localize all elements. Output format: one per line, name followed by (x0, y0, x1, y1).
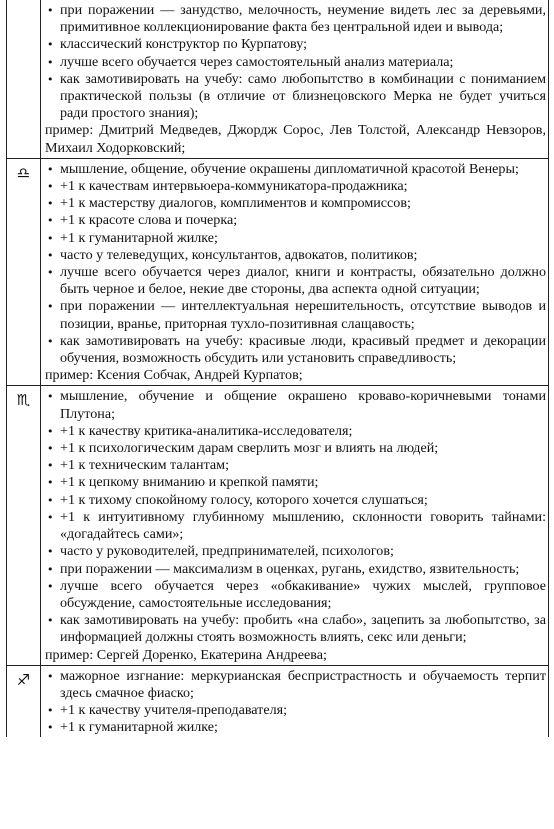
list-item: • мышление, обучение и общение окрашено кроваво-коричневыми тонами Плутона; (45, 388, 546, 422)
table-row (7, 158, 549, 386)
example-line: пример: Дмитрий Медведев, Джордж Сорос, Лев Толстой, Александр Невзоров, Михаил Ходорковский; (45, 122, 546, 156)
list-item: • +1 к тихому спокойному голосу, которого хочется слушаться; (45, 492, 546, 509)
bullet-list (45, 668, 546, 737)
list-item: • +1 к мастерству диалогов, комплиментов и компромиссов; (45, 195, 546, 212)
list-item: • при поражении — занудство, мелочность, неумение видеть лес за деревьями, примитивное коллекционирование факта без центральной идеи и вывода; (45, 2, 546, 36)
list-item: • часто у руководителей, предпринимателей, психологов; (45, 543, 546, 560)
list-item: • лучше всего обучается через самостоятельный анализ материала; (45, 54, 546, 71)
list-item: • +1 к гуманитарной жилке; (45, 230, 546, 247)
list-item: • мышление, общение, обучение окрашены дипломатичной красотой Венеры; (45, 161, 546, 178)
list-item: • +1 к красоте слова и почерка; (45, 212, 546, 229)
table-row (7, 0, 549, 158)
zodiac-sign-icon (7, 0, 40, 5)
list-item: • при поражении — интеллектуальная нерешительность, отсутствие выводов и позиции, вранье, приторная тухло-позитивная слащавость; (45, 298, 546, 332)
list-item: • +1 к психологическим дарам сверлить мозг и влиять на людей; (45, 440, 546, 457)
list-item: • +1 к техническим талантам; (45, 457, 546, 474)
table-row (7, 665, 549, 736)
astro-table (6, 0, 549, 737)
zodiac-sign-icon: ♎ (16, 163, 31, 182)
zodiac-sign-cell (7, 158, 41, 386)
example-line: пример: Сергей Доренко, Екатерина Андреева; (45, 646, 327, 663)
list-item: • как замотивировать на учебу: пробить «на слабо», зацепить за любопытство, за информацией должны стоять возможность влиять, секс или деньги; (45, 612, 546, 646)
bullet-list (45, 161, 546, 367)
list-item: • при поражении — максимализм в оценках, ругань, ехидство, язвительность; (45, 561, 546, 578)
bullet-list (45, 2, 546, 122)
list-item: • +1 к качествам интервьюера-коммуникатора-продажника; (45, 178, 546, 195)
list-item: • +1 к цепкому вниманию и крепкой памяти; (45, 474, 546, 491)
zodiac-sign-cell (7, 0, 41, 158)
list-item: • лучше всего обучается через «обкакивание» чужих мыслей, групповое обсуждение, самостоятельные исследования; (45, 578, 546, 612)
description-cell (41, 0, 549, 158)
table-row (7, 386, 549, 665)
list-item: • +1 к качеству учителя-преподавателя; (45, 702, 546, 719)
zodiac-sign-icon: ♏ (16, 391, 31, 410)
list-item: • +1 к качеству критика-аналитика-исследователя; (45, 423, 546, 440)
list-item: • +1 к интуитивному глубинному мышлению, склонности говорить тайнами: «догадайтесь сами»; (45, 509, 546, 543)
zodiac-sign-icon: ♐ (16, 670, 31, 689)
list-item: • мажорное изгнание: меркурианская беспристрастность и обучаемость терпит здесь смачное фиаско; (45, 668, 546, 702)
list-item: • как замотивировать на учебу: само любопытство в комбинации с пониманием практической пользы (в отличие от близнецовского Мерка не будет учиться ради простого знания); (45, 71, 546, 123)
list-item: • как замотивировать на учебу: красивые люди, красивый предмет и декорации обучения, возможность обсудить или установить справедливость; (45, 333, 546, 367)
zodiac-sign-cell (7, 665, 41, 736)
description-cell (41, 158, 549, 386)
bullet-list (45, 388, 546, 646)
list-item: • +1 к гуманитарной жилке; (45, 719, 546, 736)
zodiac-sign-cell (7, 386, 41, 665)
description-cell (41, 386, 549, 665)
example-line: пример: Ксения Собчак, Андрей Курпатов; (45, 367, 303, 384)
description-cell (41, 665, 549, 736)
list-item: • лучше всего обучается через диалог, книги и контрасты, обязательно должно быть черное и белое, некие две стороны, два аспекта одной ситуации; (45, 264, 546, 298)
list-item: • часто у телеведущих, консультантов, адвокатов, политиков; (45, 247, 546, 264)
list-item: • классический конструктор по Курпатову; (45, 36, 546, 53)
